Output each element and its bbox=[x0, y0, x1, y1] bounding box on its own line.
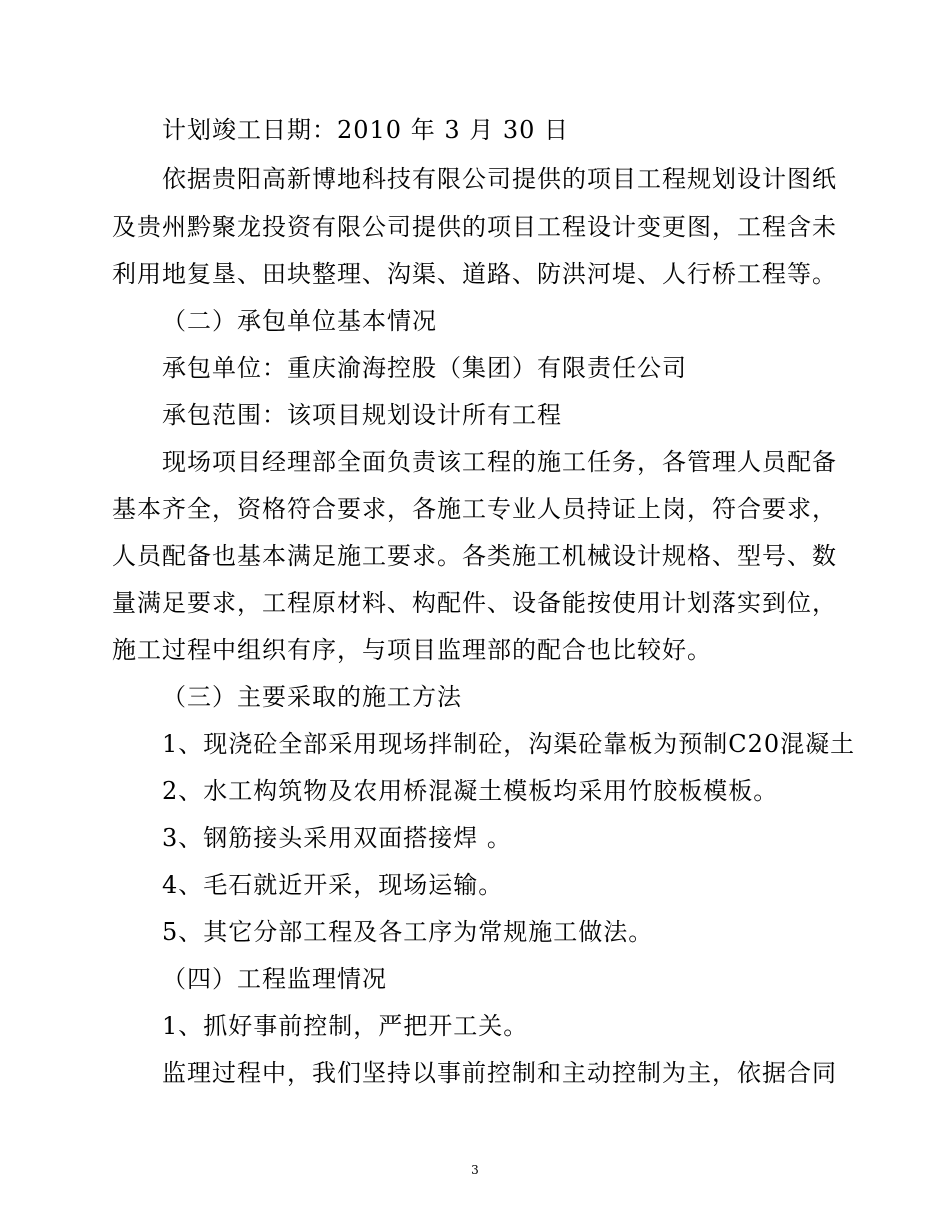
list-item: 1、现浇砼全部采用现场拌制砼，沟渠砼靠板为预制C20混凝土 bbox=[162, 730, 856, 758]
paragraph-line: 基本齐全，资格符合要求，各施工专业人员持证上岗，符合要求， bbox=[112, 495, 837, 523]
list-item: 3、钢筋接头采用双面搭接焊 。 bbox=[162, 824, 512, 852]
paragraph-line: 监理过程中，我们坚持以事前控制和主动控制为主，依据合同 bbox=[162, 1059, 837, 1087]
list-item: 2、水工构筑物及农用桥混凝土模板均采用竹胶板模板。 bbox=[162, 777, 779, 805]
paragraph-line: 人员配备也基本满足施工要求。各类施工机械设计规格、型号、数 bbox=[112, 542, 837, 570]
completion-date-line: 计划竣工日期：2010 年 3 月 30 日 bbox=[162, 116, 570, 144]
paragraph-line: 及贵州黔聚龙投资有限公司提供的项目工程设计变更图，工程含未 bbox=[112, 213, 837, 241]
page-number: 3 bbox=[471, 1163, 479, 1177]
paragraph-line: 现场项目经理部全面负责该工程的施工任务，各管理人员配备 bbox=[162, 448, 837, 476]
section-heading-supervision: （四）工程监理情况 bbox=[162, 965, 387, 993]
contractor-unit-line: 承包单位：重庆渝海控股（集团）有限责任公司 bbox=[162, 354, 687, 382]
paragraph-line: 量满足要求，工程原材料、构配件、设备能按使用计划落实到位， bbox=[112, 589, 837, 617]
paragraph-line: 施工过程中组织有序，与项目监理部的配合也比较好。 bbox=[112, 636, 712, 664]
contract-scope-line: 承包范围：该项目规划设计所有工程 bbox=[162, 401, 562, 429]
paragraph-line: 利用地复垦、田块整理、沟渠、道路、防洪河堤、人行桥工程等。 bbox=[112, 260, 837, 288]
section-heading-contractor: （二）承包单位基本情况 bbox=[162, 307, 437, 335]
list-item: 5、其它分部工程及各工序为常规施工做法。 bbox=[162, 918, 654, 946]
list-item: 4、毛石就近开采，现场运输。 bbox=[162, 871, 504, 899]
paragraph-line: 依据贵阳高新博地科技有限公司提供的项目工程规划设计图纸 bbox=[162, 165, 837, 193]
list-item: 1、抓好事前控制，严把开工关。 bbox=[162, 1012, 529, 1040]
section-heading-methods: （三）主要采取的施工方法 bbox=[162, 683, 462, 711]
